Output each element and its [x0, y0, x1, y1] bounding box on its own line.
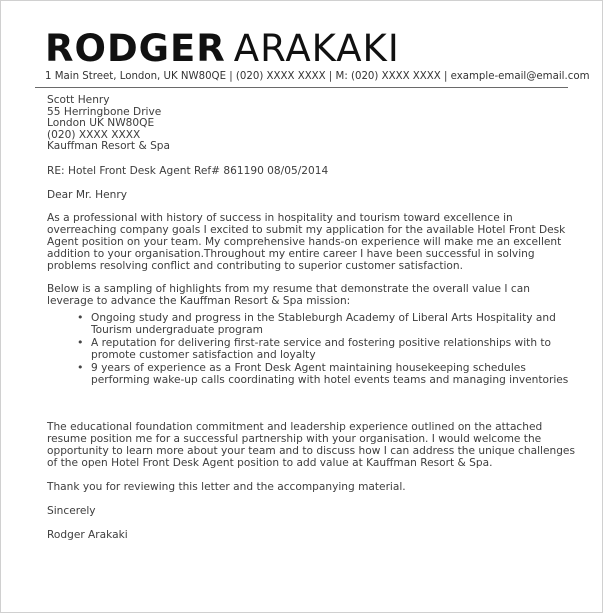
reference-line: RE: Hotel Front Desk Agent Ref# 861190 08/05/2014 — [47, 164, 329, 177]
list-item: • 9 years of experience as a Front Desk Agent maintaining housekeeping schedules performing wake-up calls coordinating with hotel events teams and managing inventories — [91, 362, 575, 386]
paragraph-closing: The educational foundation commitment and leadership experience outlined on the attached resume position me for a successful partnership with your organisation. I would welcome the opportunity to learn more about your team and to discuss how I can address the unique challenges of the open Hotel Front Desk Agent position to add value at Kauffman Resort & Spa. — [47, 420, 575, 469]
salutation: Dear Mr. Henry — [47, 188, 127, 201]
recipient-company: Kauffman Resort & Spa — [47, 140, 171, 152]
recipient-city: London UK NW80QE — [47, 117, 155, 129]
recipient-address — [47, 95, 575, 153]
header-divider — [35, 87, 568, 88]
thank-you-line: Thank you for reviewing this letter and the accompanying material. — [47, 480, 406, 493]
paragraph-intro: As a professional with history of success in hospitality and tourism toward excellence in overreaching company goals I excited to submit my application for the available Hotel Front Desk Agent position on your team. My comprehensive hands-on experience will make me an excellent addition to your organisation.Throughout my entire career I have been successful in solving problems resolving conflict and contributing to superior customer satisfaction. — [47, 211, 566, 272]
paragraph-highlights-intro: Below is a sampling of highlights from my resume that demonstrate the overall value I can leverage to advance the Kauffman Resort & Spa mission: — [47, 282, 530, 307]
recipient-name: Scott Henry — [47, 94, 110, 106]
recipient-street: 55 Herringbone Drive — [47, 105, 162, 118]
applicant-name — [45, 29, 400, 69]
list-item: • A reputation for delivering first-rate service and fostering positive relationships with to promote customer satisfaction and loyalty — [91, 337, 575, 361]
recipient-phone: (020) XXXX XXXX — [47, 128, 141, 141]
highlights-list — [47, 312, 575, 386]
letterhead — [45, 29, 400, 69]
complimentary-close: Sincerely — [47, 504, 96, 517]
contact-line: 1 Main Street, London, UK NW80QE | (020) XXXX XXXX | M: (020) XXXX XXXX | example-email@email.com — [45, 71, 590, 82]
last-name: ARAKAKI — [233, 27, 400, 70]
letter-body — [47, 95, 575, 541]
signature-name: Rodger Arakaki — [47, 528, 128, 541]
first-name: RODGER — [45, 27, 226, 70]
list-item: • Ongoing study and progress in the Stableburgh Academy of Liberal Arts Hospitality and Tourism undergraduate program — [91, 312, 575, 336]
